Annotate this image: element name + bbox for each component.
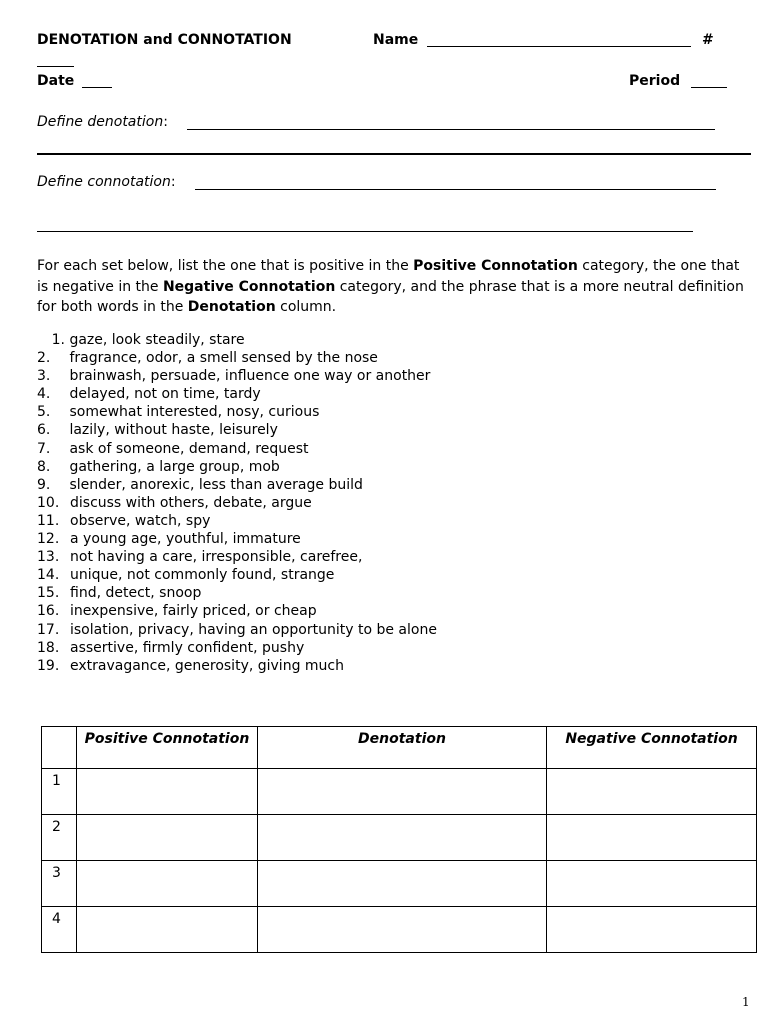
positive-cell[interactable] [77, 815, 258, 861]
define-denotation-label: Define denotation [37, 114, 164, 130]
list-item: 1. gaze, look steadily, stare [51, 332, 245, 348]
negative-cell[interactable] [547, 815, 757, 861]
table-header-positive: Positive Connotation [77, 727, 258, 769]
word-set-list [37, 331, 437, 675]
list-item: 19. extravagance, generosity, giving much [37, 657, 344, 674]
negative-cell[interactable] [547, 861, 757, 907]
table-row [42, 769, 757, 815]
denotation-answer-line[interactable] [187, 129, 715, 130]
list-item: 18. assertive, firmly confident, pushy [37, 639, 305, 656]
list-item: 14. unique, not commonly found, strange [37, 567, 335, 584]
define-denotation-row [37, 114, 168, 130]
row-number: 4 [42, 907, 77, 953]
denotation-cell[interactable] [258, 907, 547, 953]
table-header-number [42, 727, 77, 769]
row-number: 3 [42, 861, 77, 907]
table-row [42, 907, 757, 953]
instructions-paragraph: For each set below, list the one that is positive in the Positive Connotation category, the one that is negative in the Negative Connotation category, and the phrase that is a more neutral definition for both words in the Denotation column. [37, 258, 744, 315]
list-item: 7. ask of someone, demand, request [37, 440, 309, 457]
answer-table [41, 726, 757, 953]
colon: : [163, 114, 168, 130]
list-item: 9. slender, anorexic, less than average build [37, 476, 363, 493]
worksheet-title: DENOTATION and CONNOTATION [37, 32, 292, 48]
list-item: 12. a young age, youthful, immature [37, 531, 301, 548]
list-item: 13. not having a care, irresponsible, carefree, [37, 549, 363, 566]
positive-cell[interactable] [77, 907, 258, 953]
number-label: # [702, 32, 714, 48]
list-item: 5. somewhat interested, nosy, curious [37, 404, 320, 421]
table-header-row [42, 727, 757, 769]
list-item: 6. lazily, without haste, leisurely [37, 422, 278, 439]
define-connotation-row [37, 174, 176, 190]
list-item: 11. observe, watch, spy [37, 512, 211, 529]
period-input-line[interactable] [691, 87, 727, 88]
define-connotation-label: Define connotation [37, 174, 171, 190]
list-item: 4. delayed, not on time, tardy [37, 386, 261, 403]
list-item: 3. brainwash, persuade, influence one way or another [37, 368, 431, 385]
table-header-negative: Negative Connotation [547, 727, 757, 769]
table-header-denotation: Denotation [258, 727, 547, 769]
row-number: 2 [42, 815, 77, 861]
denotation-cell[interactable] [258, 861, 547, 907]
number-input-line[interactable] [37, 66, 74, 67]
list-item: 15. find, detect, snoop [37, 585, 202, 602]
list-item: 17. isolation, privacy, having an opportunity to be alone [37, 621, 437, 638]
list-item: 2. fragrance, odor, a smell sensed by the nose [37, 350, 378, 367]
list-item: 10. discuss with others, debate, argue [37, 494, 312, 511]
connotation-answer-line-2[interactable] [37, 231, 693, 232]
period-label: Period [629, 73, 681, 89]
name-input-line[interactable] [427, 46, 691, 47]
connotation-answer-line-1[interactable] [195, 189, 716, 190]
positive-cell[interactable] [77, 769, 258, 815]
table-row [42, 861, 757, 907]
list-item: 8. gathering, a large group, mob [37, 458, 280, 475]
section-divider [37, 153, 751, 155]
date-input-line[interactable] [82, 87, 112, 88]
denotation-cell[interactable] [258, 769, 547, 815]
denotation-cell[interactable] [258, 815, 547, 861]
date-label: Date [37, 73, 75, 89]
negative-cell[interactable] [547, 769, 757, 815]
page-number: 1 [742, 995, 750, 1009]
positive-cell[interactable] [77, 861, 258, 907]
table-row [42, 815, 757, 861]
name-label: Name [373, 32, 419, 48]
negative-cell[interactable] [547, 907, 757, 953]
row-number: 1 [42, 769, 77, 815]
colon: : [170, 174, 176, 190]
list-item: 16. inexpensive, fairly priced, or cheap [37, 603, 317, 620]
